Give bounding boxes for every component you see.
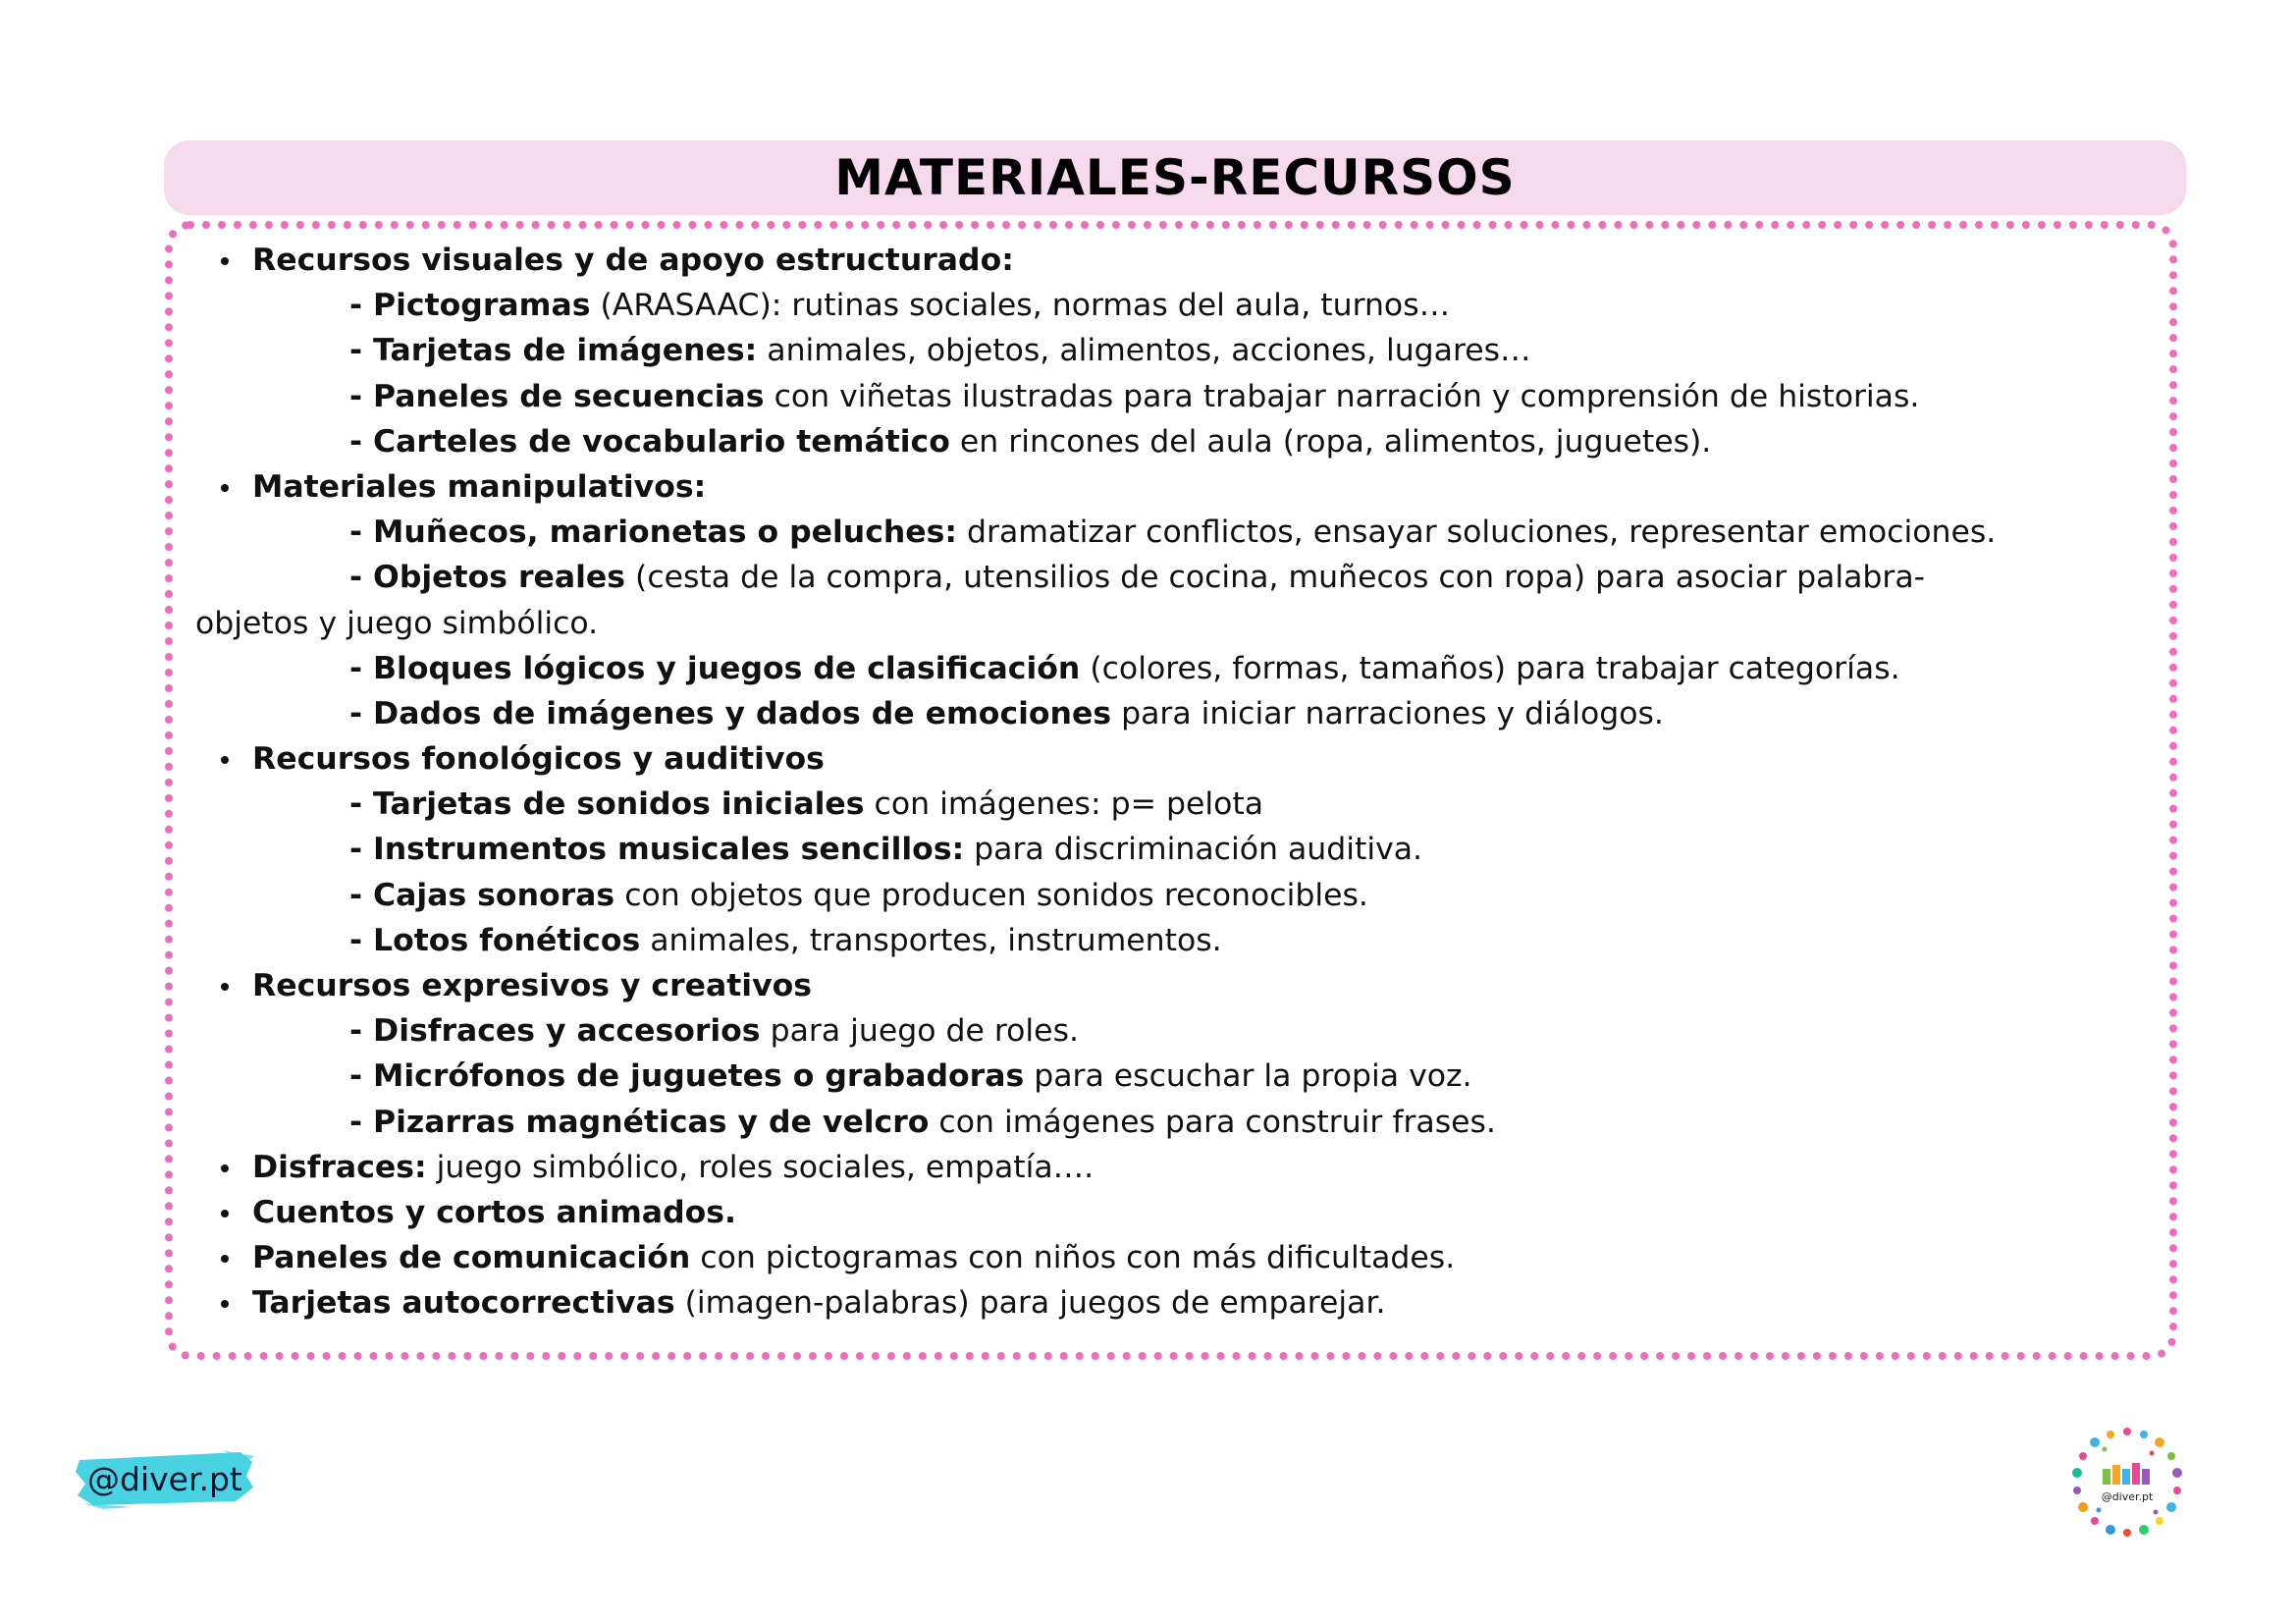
item-heading: - Pictogramas — [349, 288, 591, 324]
sub-list-item — [195, 419, 2119, 464]
item-text: dramatizar conflictos, ensayar soluciones, representar emociones. — [957, 514, 1997, 551]
colorful-dots-logo-icon — [2069, 1424, 2185, 1540]
item-heading: - Carteles de vocabulario temático — [349, 423, 950, 460]
sub-list-item — [195, 283, 2119, 328]
item-text: para juego de roles. — [760, 1013, 1079, 1050]
list-item — [195, 1235, 2119, 1280]
item-heading: Recursos expresivos y creativos — [252, 968, 813, 1003]
sub-list-item — [195, 827, 2119, 872]
list-item — [195, 963, 2119, 1008]
title-banner — [164, 140, 2186, 215]
item-text: (imagen-palabras) para juegos de emparejar. — [674, 1285, 1386, 1322]
materials-list — [195, 238, 2119, 1326]
list-item — [195, 238, 2119, 283]
list-item — [195, 1145, 2119, 1190]
list-item-continuation — [195, 601, 2119, 646]
sub-list-item — [195, 328, 2119, 373]
item-heading: - Paneles de secuencias — [349, 378, 765, 414]
sub-list-item — [195, 691, 2119, 736]
sub-list-item — [195, 782, 2119, 827]
sub-list-item — [195, 510, 2119, 555]
handle-text: @diver.pt — [87, 1460, 242, 1498]
item-heading: Materiales manipulativos: — [252, 468, 707, 505]
list-item — [195, 464, 2119, 510]
sub-list-item — [195, 555, 2119, 600]
list-item — [195, 1190, 2119, 1235]
item-heading: - Dados de imágenes y dados de emociones — [349, 695, 1112, 731]
item-heading: Tarjetas autocorrectivas — [252, 1285, 675, 1322]
item-text: con viñetas ilustradas para trabajar narración y comprensión de historias. — [764, 378, 1920, 414]
item-text: para iniciar narraciones y diálogos. — [1111, 695, 1664, 731]
item-heading: - Disfraces y accesorios — [349, 1013, 761, 1050]
item-text: animales, objetos, alimentos, acciones, lugares… — [757, 333, 1531, 369]
sub-list-item — [195, 1008, 2119, 1054]
sub-list-item — [195, 1054, 2119, 1099]
item-heading: - Muñecos, marionetas o peluches: — [349, 514, 958, 551]
item-heading: Recursos fonológicos y auditivos — [252, 741, 825, 778]
item-text: juego simbólico, roles sociales, empatía…. — [426, 1149, 1095, 1185]
sub-list-item — [195, 1100, 2119, 1145]
item-text: (colores, formas, tamaños) para trabajar categorías. — [1080, 650, 1900, 686]
list-item — [195, 736, 2119, 782]
sub-list-item — [195, 374, 2119, 419]
item-heading: Paneles de comunicación — [252, 1240, 691, 1276]
item-text: (ARASAAC): rutinas sociales, normas del aula, turnos… — [590, 288, 1451, 324]
item-text: con imágenes: p= pelota — [864, 786, 1264, 823]
item-heading: - Bloques lógicos y juegos de clasificación — [349, 650, 1081, 686]
item-heading: - Pizarras magnéticas y de velcro — [349, 1104, 930, 1140]
item-text: (cesta de la compra, utensilios de cocina, muñecos con ropa) para asociar palabra- — [625, 560, 1926, 596]
page-title: MATERIALES-RECURSOS — [834, 149, 1516, 206]
item-text: para escuchar la propia voz. — [1024, 1058, 1472, 1095]
item-heading: - Micrófonos de juguetes o grabadoras — [349, 1058, 1025, 1095]
item-text: animales, transportes, instrumentos. — [640, 922, 1222, 958]
item-heading: - Cajas sonoras — [349, 877, 615, 913]
list-item — [195, 1280, 2119, 1326]
item-heading: - Tarjetas de imágenes: — [349, 333, 758, 369]
item-heading: Disfraces: — [252, 1149, 427, 1185]
item-text: con imágenes para construir frases. — [929, 1104, 1496, 1140]
sub-list-item — [195, 646, 2119, 691]
item-heading: - Objetos reales — [349, 560, 626, 596]
item-text: con pictogramas con niños con más dificultades. — [690, 1240, 1456, 1276]
item-text: para discriminación auditiva. — [964, 832, 1423, 868]
item-heading: - Tarjetas de sonidos iniciales — [349, 786, 865, 823]
item-heading: Cuentos y cortos animados. — [252, 1194, 736, 1230]
item-heading: Recursos visuales y de apoyo estructurado: — [252, 243, 1014, 278]
item-text: objetos y juego simbólico. — [195, 605, 599, 641]
item-heading: - Lotos fonéticos — [349, 922, 641, 958]
item-heading: - Instrumentos musicales sencillos: — [349, 832, 965, 868]
logo-text: @diver.pt — [2101, 1490, 2154, 1503]
item-text: en rincones del aula (ropa, alimentos, juguetes). — [949, 423, 1712, 460]
item-text: con objetos que producen sonidos reconocibles. — [614, 877, 1368, 913]
sub-list-item — [195, 873, 2119, 918]
sub-list-item — [195, 918, 2119, 963]
handle-badge — [74, 1446, 255, 1511]
